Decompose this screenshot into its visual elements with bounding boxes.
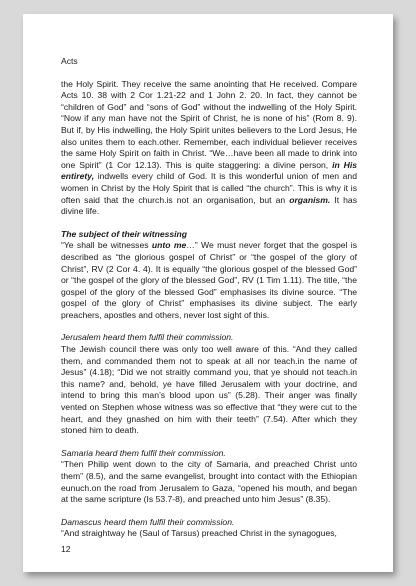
- paragraph-damascus: “And straightway he (Saul of Tarsus) preached Christ in the synagogues,: [61, 528, 337, 539]
- paragraph-text: indwells every child of God. It is this wonderful union of men and women in Christ by the Holy Spirit that is called “the church”. This is why it is often said that the church.is not an organisation, but an: [61, 171, 357, 205]
- section-heading: Damascus heard them fulfil their commission.: [61, 516, 235, 527]
- emphasis-text: in His entirety,: [61, 159, 357, 182]
- paragraph-text: the Holy Spirit. They receive the same anointing that He received. Compare Acts 10. 38 with 2 Cor 1.21-22 and 1 John 2. 20. In fact, they cannot be “children of God” and “sons of God” without the indwelling of the Holy Spirit. “Now if any man have not the Spirit of Christ, he is none of his” (Rom 8. 9). But if, by His indwelling, the Holy Spirit unites believers to the Lord Jesus, He also unites them to each.other. Remember, each individual believer receives the same Holy Spirit on faith in Christ. “We…have been all made to drink into one Spirit” (1 Cor 12.13). This is quite staggering: a divine person,: [61, 78, 357, 170]
- paragraph-subject: [61, 240, 357, 321]
- emphasis-text: organism.: [289, 194, 331, 205]
- section-heading: Jerusalem heard them fulfil their commission.: [61, 332, 234, 343]
- paragraph-samaria: “Then Philip went down to the city of Samaria, and preached Christ unto them” (8.5), and the same evangelist, brought into contact with the Ethiopian eunuch.on the road from Jerusalem to Gaza, “opened his mouth, and began at the same scripture (Is 53.7-8), and preached unto him Jesus” (8.35).: [61, 459, 357, 505]
- running-head: Acts: [61, 56, 78, 66]
- paragraph-jerusalem: The Jewish council there was only too well aware of this. “And they called them, and commanded them not to speak at all nor teach.in the name of Jesus” (4.18); “Did we not straitly command you, that ye should not teach.in this name? and, behold, ye have filled Jerusalem with your doctrine, and intend to bring this man’s blood upon us” (5.28). Their anger was finally vented on Stephen whose witness was so effective that “they were cut to the heart, and they gnashed on him with their teeth” (7.54). After which they stoned him to death.: [61, 344, 357, 436]
- paragraph-holy-spirit: [61, 79, 357, 218]
- page-number: 12: [61, 544, 71, 554]
- book-page: [23, 14, 393, 572]
- emphasis-text: unto me: [151, 240, 187, 251]
- section-heading: The subject of their witnessing: [61, 228, 188, 239]
- page-content: [61, 56, 357, 540]
- paragraph-text: “Ye shall be witnesses: [61, 240, 152, 251]
- paragraph-text: …” We must never forget that the gospel is described as “the glorious gospel of Christ” or “the gospel of the glory of Christ”, RV (2 Cor 4. 4). It is equally “the glorious gospel of the blessed God” or “the gospel of the glory of the blessed God”, RV (1 Tim 1.11). The title, “the gospel of the glory of the blessed God” emphasises its divine source. “The gospel of the glory of Christ” emphasises its divine subject. The early preachers, apostles and others, never lost sight of this.: [61, 240, 357, 320]
- paragraph-text: It has divine life.: [61, 194, 357, 217]
- section-heading: Samaria heard them fulfil their commission.: [61, 447, 226, 458]
